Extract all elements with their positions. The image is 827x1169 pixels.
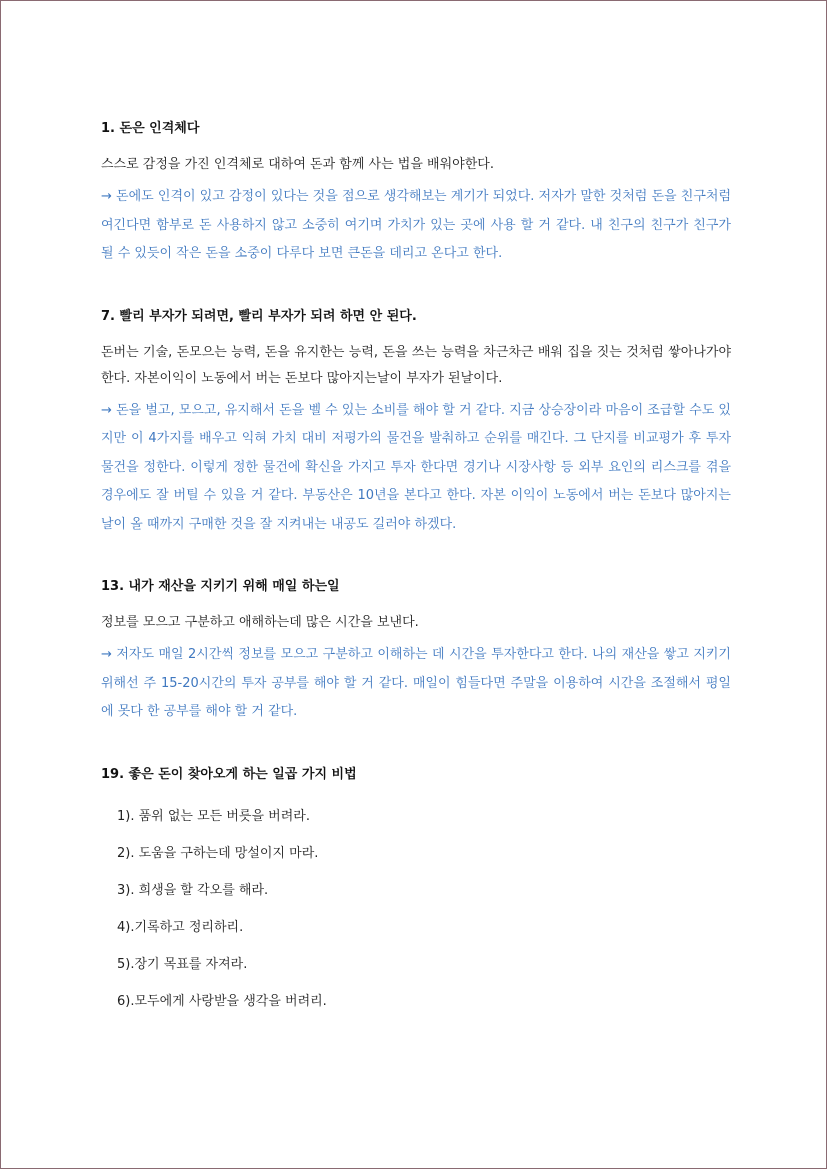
document-content [101, 119, 731, 1058]
section-title: 1. 돈은 인격체다 [101, 121, 200, 136]
section-reflection: → 돈에도 인격이 있고 감정이 있다는 것을 점으로 생각해보는 계기가 되었다. 저자가 말한 것처럼 돈을 친구처럼 여긴다면 함부로 돈 사용하지 않고 소중히 여기며 가치가 있는 곳에 사용 할 거 같다. 내 친구의 친구가 친구가 될 수 있듯이 작은 돈을 소중이 다루다 보면 큰돈을 데리고 온다고 한다. [101, 189, 731, 261]
section-title: 19. 좋은 돈이 찾아오게 하는 일곱 가지 비법 [101, 766, 357, 782]
section-summary: 정보를 모으고 구분하고 애해하는데 많은 시간을 보낸다. [101, 615, 419, 630]
list-item: 5).장기 목표를 자져라. [117, 956, 248, 972]
section-summary: 스스로 감정을 가진 인격체로 대하여 돈과 함께 사는 법을 배워야한다. [101, 157, 494, 172]
section-money-personality [101, 119, 731, 269]
section-reflection: → 저자도 매일 2시간씩 정보를 모으고 구분하고 이해하는 데 시간을 투자한다고 한다. 나의 재산을 쌓고 지키기 위해선 주 15-20시간의 투자 공부를 해야 할 거 같다. 매일이 힘들다면 주말을 이용하여 시간을 조절해서 평일에 못다 한 공부를 해야 할 거 같다. [101, 647, 731, 719]
list-item: 4).기록하고 정리하리. [117, 919, 244, 935]
list-item: 3). 희생을 할 각오를 해라. [117, 882, 269, 898]
section-seven-secrets [101, 765, 731, 1020]
list-item: 1). 품위 없는 모든 버릇을 버려라. [117, 808, 310, 824]
section-get-rich-slowly [101, 307, 731, 540]
section-daily-habit [101, 577, 731, 727]
list-item: 6).모두에게 사랑받을 생각을 버려리. [117, 993, 327, 1009]
section-reflection: → 돈을 벌고, 모으고, 유지해서 돈을 벨 수 있는 소비를 해야 할 거 같다. 지금 상승장이라 마음이 조급할 수도 있지만 이 4가지를 배우고 익혀 가치 대비 저평가의 물건을 발춰하고 순위를 매긴다. 그 단지를 비교평가 후 투자물건을 정한다. 이렇게 정한 물건에 확신을 가지고 투자 한다면 경기나 시장사항 등 외부 요인의 리스크를 겪을 경우에도 잘 버틸 수 있을 거 같다. 부동산은 10년을 본다고 한다. 자본 이익이 노동에서 버는 돈보다 많아지는 날이 올 때까지 구매한 것을 잘 지켜내는 내공도 길러야 하겠다. [101, 402, 731, 532]
section-title: 7. 빨리 부자가 되려면, 빨리 부자가 되려 하면 안 된다. [101, 308, 417, 324]
secret-list [101, 798, 731, 1020]
section-summary: 돈버는 기술, 돈모으는 능력, 돈을 유지한는 능력, 돈을 쓰는 능력을 차근차근 배워 집을 짓는 것처럼 쌓아나가야한다. 자본이익이 노동에서 버는 돈보다 많아지는날이 부자가 된날이다. [101, 344, 731, 386]
section-title: 13. 내가 재산을 지키기 위해 매일 하는일 [101, 579, 340, 594]
list-item: 2). 도움을 구하는데 망설이지 마라. [117, 845, 319, 861]
